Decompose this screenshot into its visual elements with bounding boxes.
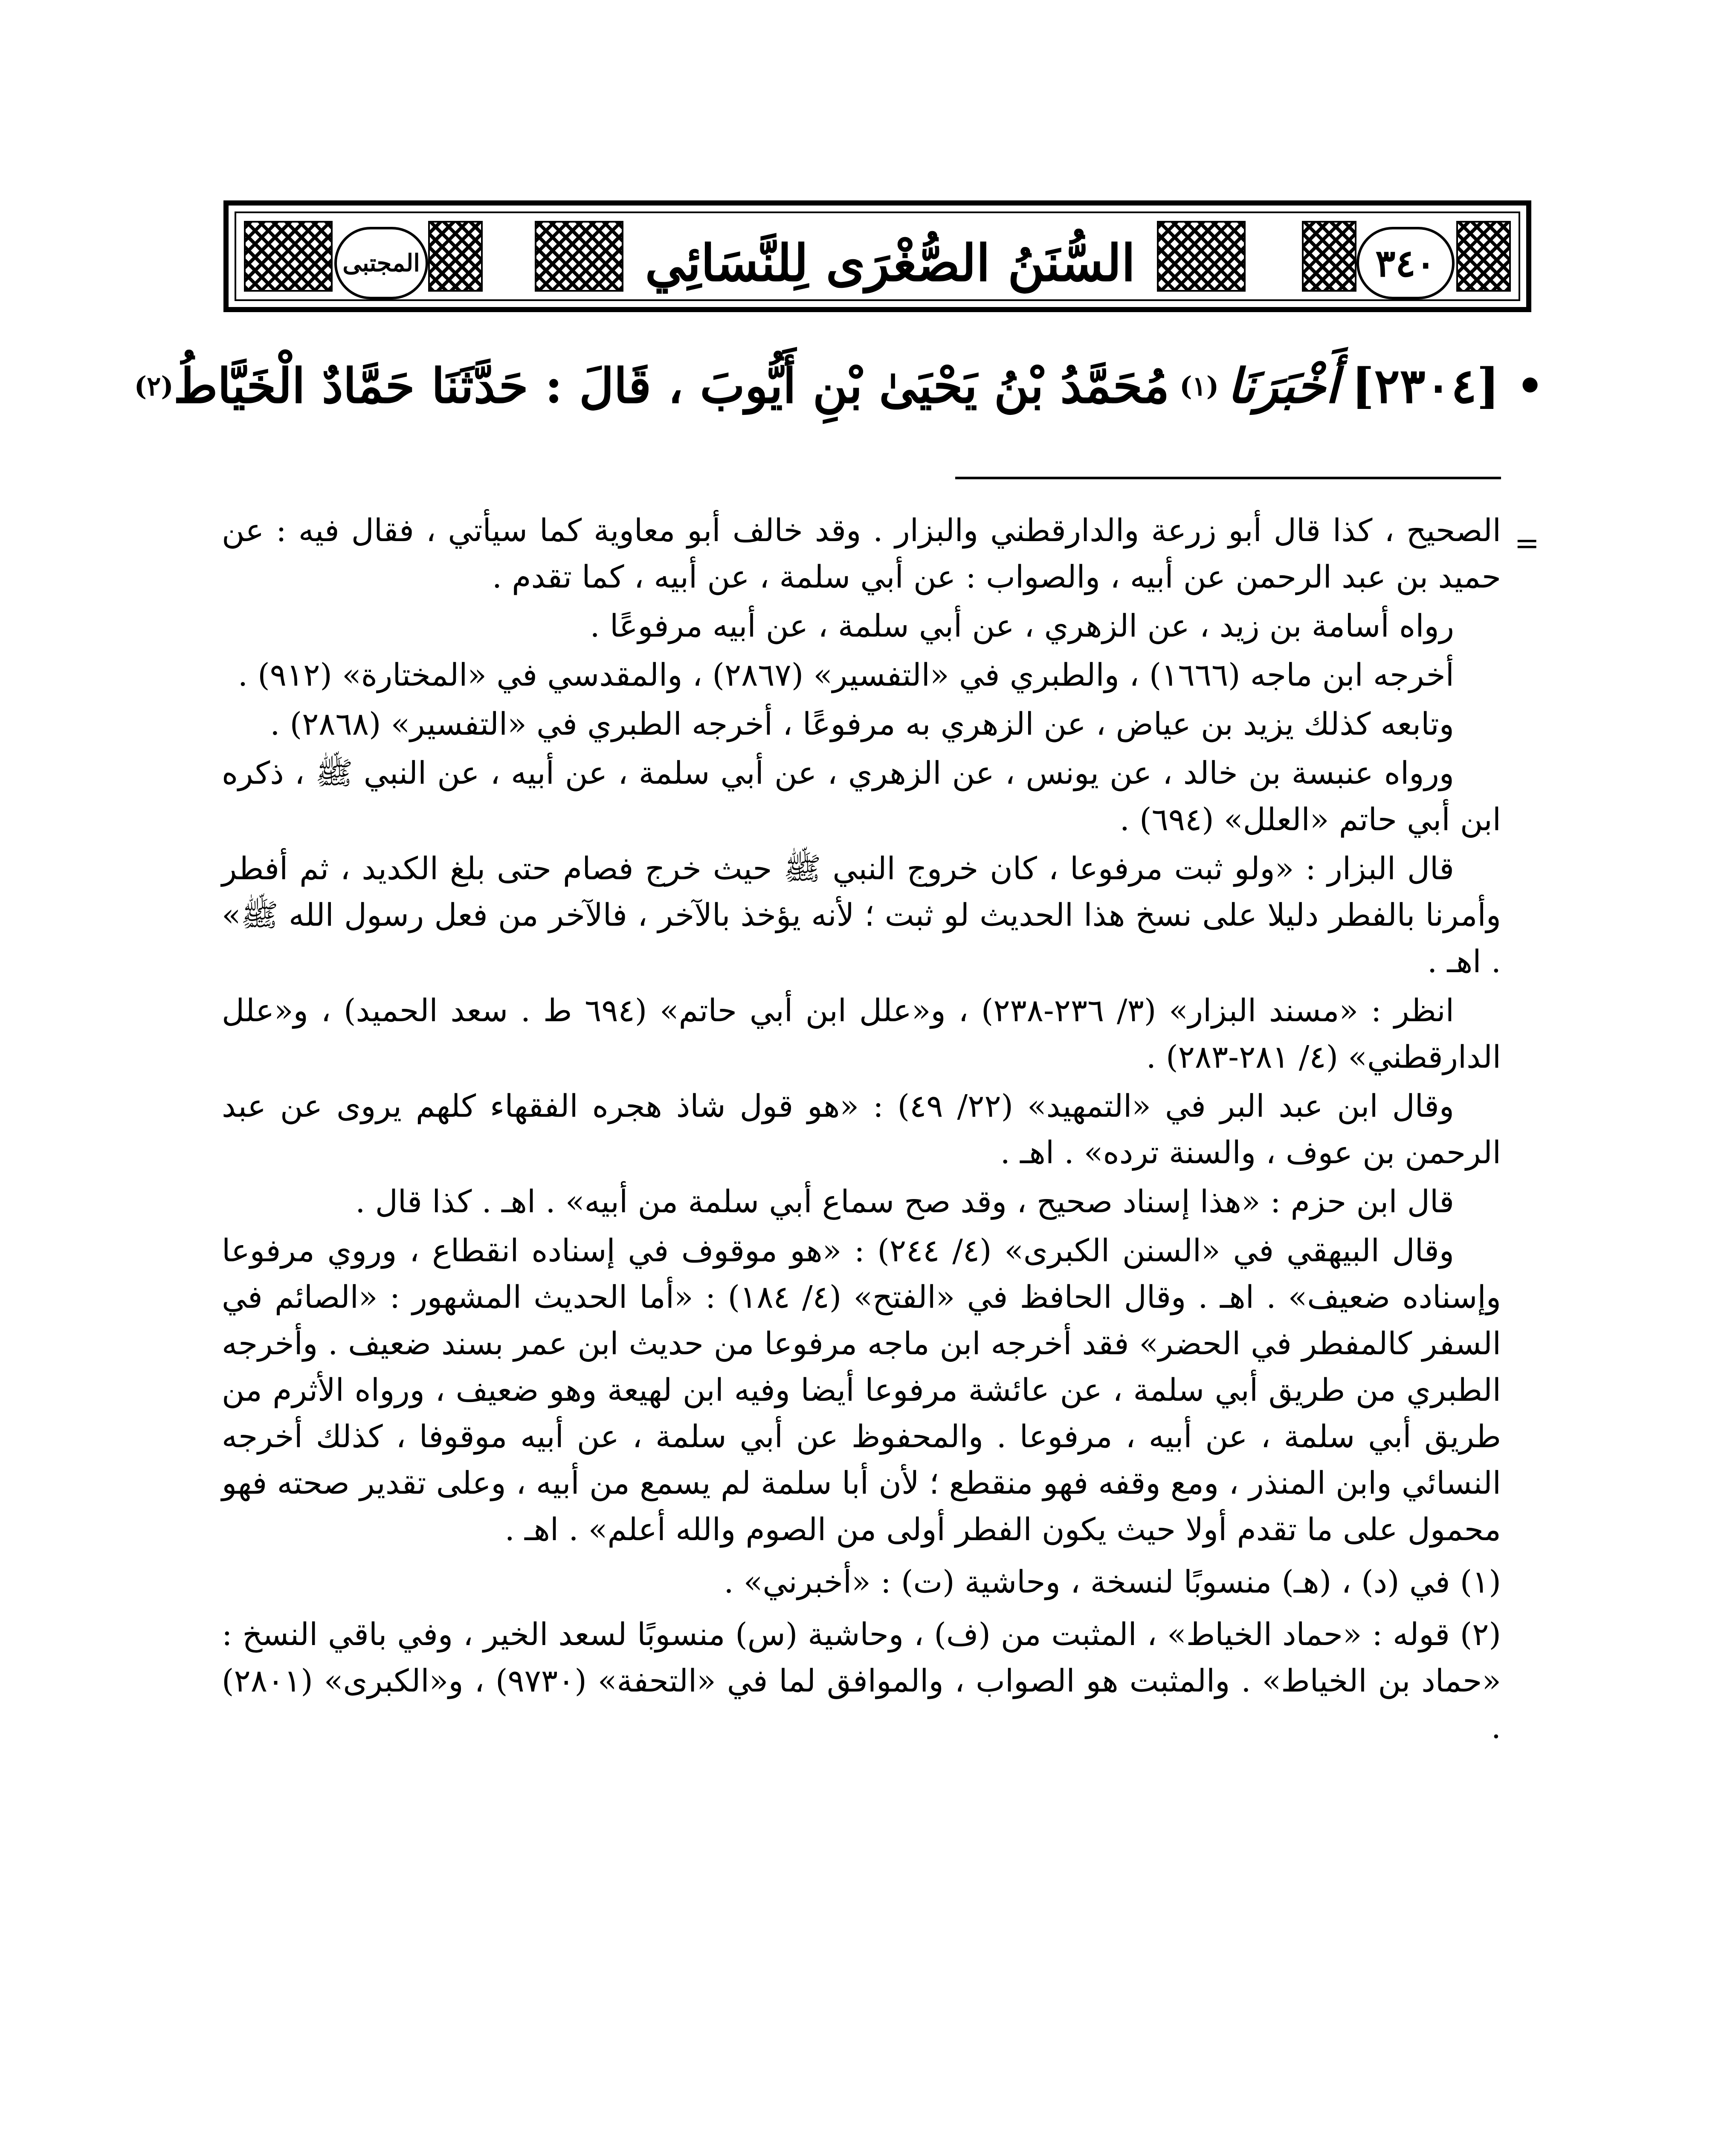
- hadith-line: [134, 337, 1544, 435]
- book-seal-text: المجتبى: [342, 249, 420, 277]
- book-seal: [334, 227, 428, 299]
- page-header: [223, 200, 1531, 312]
- continuation-mark: =: [1514, 526, 1539, 561]
- ornament-pattern: [244, 221, 333, 292]
- hadith-text: مُحَمَّدُ بْنُ يَحْيَىٰ بْنِ أَيُّوبَ ، قَالَ : حَدَّثَنَا حَمَّادٌ الْخَيَّاطُ: [173, 358, 1170, 414]
- ornament-pattern: [1456, 221, 1511, 292]
- footnote-ref-2: (٢): [134, 370, 174, 402]
- page-number-badge: [1356, 227, 1455, 299]
- note-paragraph: وقال البيهقي في «السنن الكبرى» (٤/ ٢٤٤) : «هو موقوف في إسناده انقطاع ، وروي مرفوعا وإسناده ضعيف» . اهـ . وقال الحافظ في «الفتح» (٤/ ١٨٤) : «أما الحديث المشهور : «الصائم في السفر كالمفطر في الحضر» فقد أخرجه ابن ماجه مرفوعا من حديث ابن عمر بسند ضعيف . وأخرجه الطبري من طريق أبي سلمة ، عن عائشة مرفوعا أيضا وفيه ابن لهيعة وهو ضعيف ، ورواه الأثرم من طريق أبي سلمة ، عن أبيه ، مرفوعا . والمحفوظ عن أبي سلمة ، عن أبيه موقوفا ، كذلك أخرجه النسائي وابن المنذر ، ومع وقفه فهو منقطع ؛ لأن أبا سلمة لم يسمع من أبيه ، وعلى تقدير صحته فهو محمول على ما تقدم أولا حيث يكون الفطر أولى من الصوم والله أعلم» . اهـ .: [222, 1233, 1501, 1548]
- note-paragraph: ورواه عنبسة بن خالد ، عن يونس ، عن الزهري ، عن أبي سلمة ، عن أبيه ، عن النبي ﷺ ، ذكره ابن أبي حاتم «العلل» (٦٩٤) .: [222, 755, 1501, 838]
- note-paragraph: وتابعه كذلك يزيد بن عياض ، عن الزهري به مرفوعًا ، أخرجه الطبري في «التفسير» (٢٨٦٨) .: [270, 706, 1454, 742]
- note-paragraph: وقال ابن عبد البر في «التمهيد» (٢٢/ ٤٩) : «هو قول شاذ هجره الفقهاء كلهم يروى عن عبد الرحمن بن عوف ، والسنة ترده» . اهـ .: [222, 1088, 1501, 1171]
- ornament-pattern: [1157, 221, 1246, 292]
- hadith-number: [٢٣٠٤]: [1351, 358, 1500, 414]
- note-paragraph: الصحيح ، كذا قال أبو زرعة والدارقطني والبزار . وقد خالف أبو معاوية كما سيأتي ، فقال فيه : عن حميد بن عبد الرحمن عن أبيه ، والصواب : عن أبي سلمة ، عن أبيه ، كما تقدم .: [222, 513, 1501, 595]
- ornament-pattern: [428, 221, 483, 292]
- page-number: ٣٤٠: [1375, 241, 1436, 285]
- bullet-icon: •: [1516, 361, 1544, 411]
- footnote-ref-1: (١): [1180, 370, 1219, 402]
- header-frame: [235, 211, 1520, 301]
- ornament-pattern: [535, 221, 623, 292]
- footnotes-section: [222, 507, 1539, 1753]
- note-paragraph: قال البزار : «ولو ثبت مرفوعا ، كان خروج النبي ﷺ حيث خرج فصام حتى بلغ الكديد ، ثم أفطر وأمرنا بالفطر دليلا على نسخ هذا الحديث لو ثبت ؛ لأنه يؤخذ بالآخر ، فالآخر من فعل رسول الله ﷺ» . اهـ .: [222, 851, 1501, 980]
- separator-rule: [955, 477, 1501, 479]
- note-paragraph: أخرجه ابن ماجه (١٦٦٦) ، والطبري في «التفسير» (٢٨٦٧) ، والمقدسي في «المختارة» (٩١٢) .: [238, 657, 1454, 693]
- footnote-1: (١) في (د) ، (هـ) منسوبًا لنسخة ، وحاشية (ت) : «أخبرني» .: [724, 1564, 1501, 1600]
- book-title: السُّنَنُ الصُّغْرَى لِلنَّسَائِي: [645, 233, 1136, 293]
- note-paragraph: انظر : «مسند البزار» (٣/ ٢٣٦-٢٣٨) ، و«علل ابن أبي حاتم» (٦٩٤ ط . سعد الحميد) ، و«علل الدارقطني» (٤/ ٢٨١-٢٨٣) .: [222, 993, 1501, 1075]
- hadith-opening: أَخْبَرَنَا: [1227, 358, 1339, 414]
- note-paragraph: رواه أسامة بن زيد ، عن الزهري ، عن أبي سلمة ، عن أبيه مرفوعًا .: [590, 608, 1454, 644]
- note-paragraph: قال ابن حزم : «هذا إسناد صحيح ، وقد صح سماع أبي سلمة من أبيه» . اهـ . كذا قال .: [355, 1184, 1454, 1220]
- footnote-2: (٢) قوله : «حماد الخياط» ، المثبت من (ف) ، وحاشية (س) منسوبًا لسعد الخير ، وفي باقي النسخ : «حماد بن الخياط» . والمثبت هو الصواب ، والموافق لما في «التحفة» (٩٧٣٠) ، و«الكبرى» (٢٨٠١) .: [222, 1616, 1501, 1746]
- ornament-pattern: [1302, 221, 1356, 292]
